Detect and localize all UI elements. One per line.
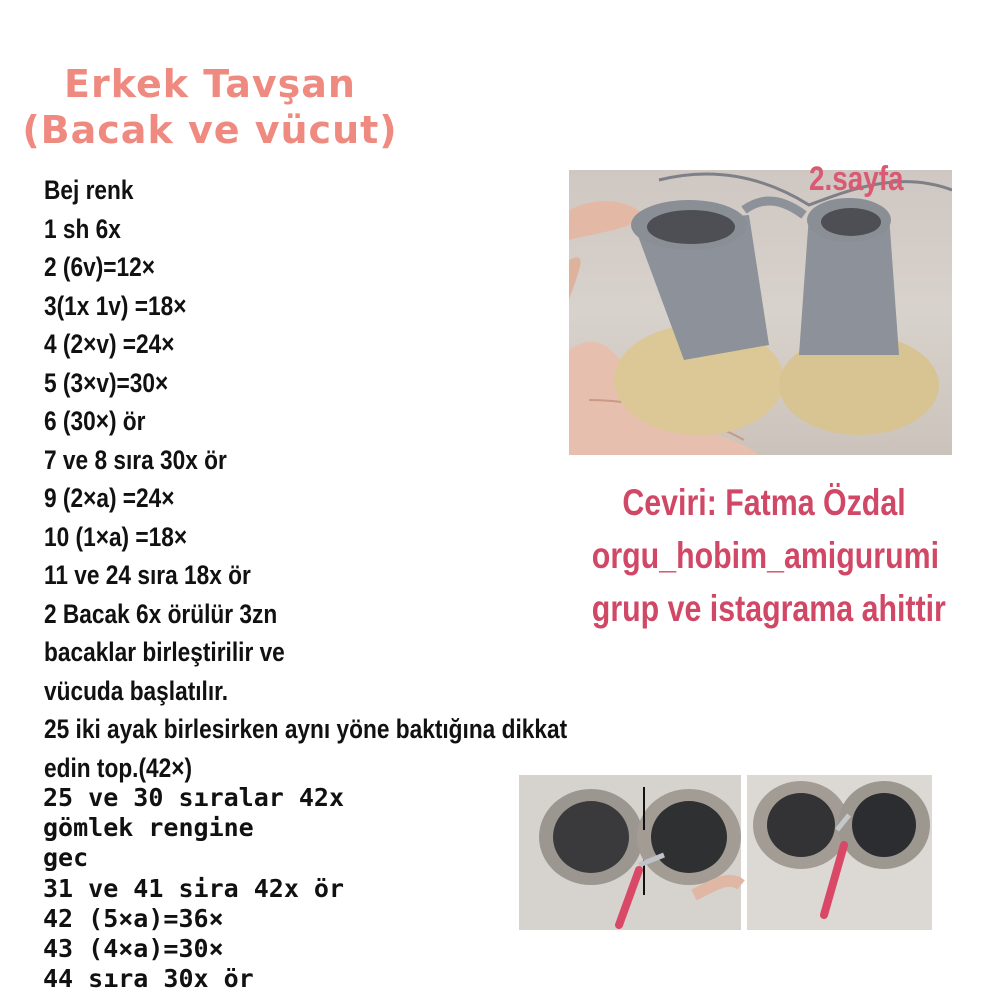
instruction-line: 2 (6v)=12× <box>44 252 155 282</box>
instruction-line: 6 (30×) ör <box>44 406 146 436</box>
legs-photo <box>569 170 952 455</box>
legs-illustration <box>569 170 952 455</box>
instruction-line: 2 Bacak 6x örülür 3zn <box>44 598 278 629</box>
instruction-line: edin top.(42×) <box>44 752 193 783</box>
credit-note: grup ve istagrama ahittir <box>591 588 946 629</box>
credit-translator: Ceviri: Fatma Özdal <box>622 482 906 523</box>
instruction-line: bacaklar birleştirilir ve <box>44 637 285 667</box>
instruction-line: 4 (2×v) =24× <box>44 329 175 359</box>
instruction-line: 9 (2×a) =24× <box>44 483 175 513</box>
instruction-line: 25 ve 30 sıralar 42x <box>43 783 345 812</box>
instruction-line: 44 sıra 30x ör <box>43 964 254 994</box>
instruction-line: vücuda başlatılır. <box>44 675 229 706</box>
instruction-line: 43 (4×a)=30× <box>43 934 224 964</box>
instructions-part-2 <box>43 783 344 994</box>
instruction-line: 1 sh 6x <box>44 213 121 244</box>
instruction-line: 7 ve 8 sıra 30x ör <box>44 444 227 475</box>
instruction-line: 42 (5×a)=36× <box>43 903 224 933</box>
instruction-line: 11 ve 24 sıra 18x ör <box>44 560 251 590</box>
instruction-line: 3(1x 1v) =18× <box>44 290 187 321</box>
instruction-line: 31 ve 41 sira 42x ör <box>43 873 345 903</box>
page-label: 2.sayfa <box>809 160 904 198</box>
joining-illustration <box>519 775 932 930</box>
credit-account: orgu_hobim_amigurumi <box>591 535 940 576</box>
instruction-line: gömlek rengine <box>43 813 254 843</box>
instruction-line: Bej renk <box>44 175 134 205</box>
instruction-line: 10 (1×a) =18× <box>44 521 188 552</box>
instruction-line: 25 iki ayak birlesirken aynı yöne baktığına dikkat <box>44 714 568 744</box>
title-line-1: Erkek Tavşan <box>64 62 356 106</box>
title-line-2: (Bacak ve vücut) <box>22 108 398 152</box>
instruction-line: gec <box>43 843 89 873</box>
joining-photo <box>519 775 932 930</box>
credits <box>554 476 974 635</box>
instruction-line: 5 (3×v)=30× <box>44 367 169 398</box>
instructions-part-1 <box>44 171 567 787</box>
